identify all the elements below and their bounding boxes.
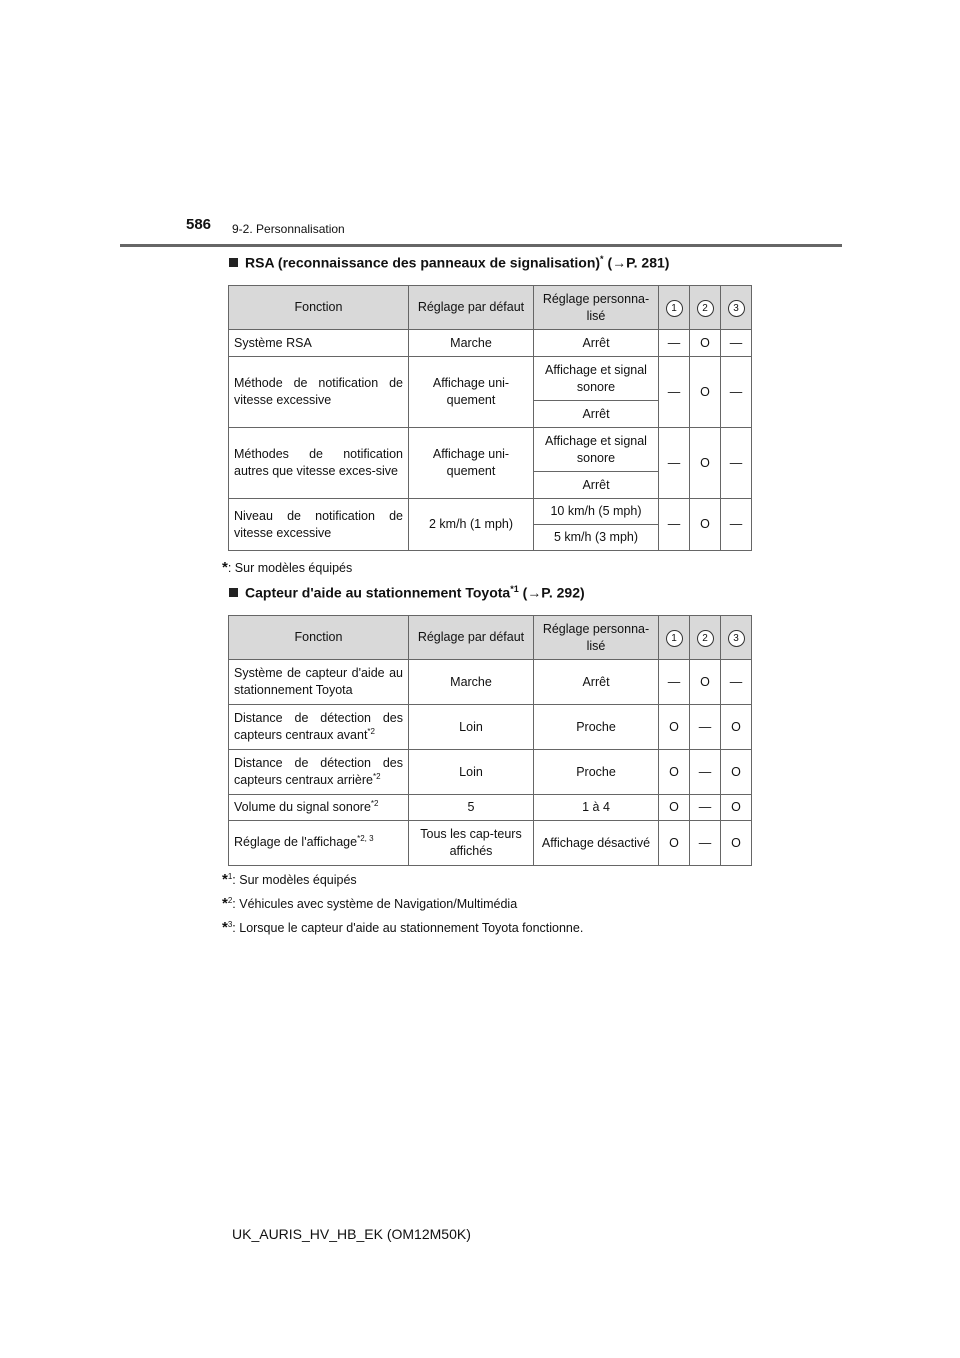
custom-cell: Affichage désactivé bbox=[534, 821, 659, 866]
mark-cell-1: — bbox=[659, 330, 690, 357]
function-cell: Méthodes de notification autres que vitesse exces-sive bbox=[229, 428, 409, 499]
table-row bbox=[229, 750, 752, 795]
mark-cell-3: — bbox=[721, 357, 752, 428]
circle-1-icon: 1 bbox=[666, 630, 683, 647]
default-cell: Marche bbox=[409, 660, 534, 705]
footnote-mark: * bbox=[222, 895, 228, 912]
col-custom: Réglage personna-lisé bbox=[534, 286, 659, 330]
circle-2-icon: 2 bbox=[697, 630, 714, 647]
circle-3-icon: 3 bbox=[728, 300, 745, 317]
footnote-text: : Sur modèles équipés bbox=[232, 873, 357, 887]
footnote-mark: * bbox=[222, 919, 228, 936]
col-2 bbox=[690, 616, 721, 660]
footer-code: UK_AURIS_HV_HB_EK (OM12M50K) bbox=[232, 1226, 471, 1242]
default-cell: Affichage uni-quement bbox=[409, 357, 534, 428]
custom-cell: Affichage et signal sonore bbox=[534, 428, 659, 472]
footnote-mark: * bbox=[222, 559, 228, 576]
col-custom: Réglage personna-lisé bbox=[534, 616, 659, 660]
col-function: Fonction bbox=[229, 286, 409, 330]
footnote-mark: * bbox=[222, 871, 228, 888]
rsa-heading bbox=[229, 254, 669, 271]
parking-settings-table bbox=[228, 615, 752, 866]
default-cell: 5 bbox=[409, 795, 534, 821]
table-row bbox=[229, 660, 752, 705]
mark-cell-2: — bbox=[690, 750, 721, 795]
function-cell: Volume du signal sonore$^{*2}$ bbox=[229, 795, 409, 821]
mark-cell-3: O bbox=[721, 821, 752, 866]
custom-cell: Proche bbox=[534, 750, 659, 795]
table-row bbox=[229, 330, 752, 357]
mark-cell-1: O bbox=[659, 750, 690, 795]
col-3 bbox=[721, 286, 752, 330]
section-header: 9-2. Personnalisation bbox=[232, 222, 345, 236]
square-bullet-icon bbox=[229, 258, 238, 267]
col-1 bbox=[659, 286, 690, 330]
default-cell: Loin bbox=[409, 705, 534, 750]
mark-cell-3: O bbox=[721, 705, 752, 750]
table-row bbox=[229, 821, 752, 866]
footnote-text: : Véhicules avec système de Navigation/Multimédia bbox=[232, 897, 518, 911]
square-bullet-icon bbox=[229, 588, 238, 597]
table-row bbox=[229, 705, 752, 750]
custom-cell: 5 km/h (3 mph) bbox=[534, 525, 659, 551]
function-cell: Niveau de notification de vitesse excessive bbox=[229, 499, 409, 551]
function-cell: Distance de détection des capteurs centraux avant$^{*2}$ bbox=[229, 705, 409, 750]
col-1 bbox=[659, 616, 690, 660]
parking-footnote-3 bbox=[222, 919, 583, 936]
mark-cell-1: O bbox=[659, 821, 690, 866]
default-cell: Marche bbox=[409, 330, 534, 357]
footnote-sup: 3 bbox=[227, 919, 233, 929]
header-rule bbox=[120, 244, 842, 247]
custom-cell: Proche bbox=[534, 705, 659, 750]
heading-sup: *1 bbox=[510, 584, 519, 594]
col-2 bbox=[690, 286, 721, 330]
default-cell: 2 km/h (1 mph) bbox=[409, 499, 534, 551]
parking-footnote-2 bbox=[222, 895, 517, 912]
parking-page-ref: (→P. 292) bbox=[522, 584, 585, 601]
mark-cell-1: — bbox=[659, 428, 690, 499]
mark-cell-2: O bbox=[690, 357, 721, 428]
default-cell: Loin bbox=[409, 750, 534, 795]
table-row bbox=[229, 499, 752, 525]
footnote-text: : Sur modèles équipés bbox=[227, 561, 353, 575]
mark-cell-1: O bbox=[659, 705, 690, 750]
footnote-text: : Lorsque le capteur d'aide au stationnement Toyota fonctionne. bbox=[232, 921, 584, 935]
custom-cell: Arrêt bbox=[534, 330, 659, 357]
table-row bbox=[229, 428, 752, 472]
col-3 bbox=[721, 616, 752, 660]
default-cell: Tous les cap-teurs affichés bbox=[409, 821, 534, 866]
col-default: Réglage par défaut bbox=[409, 616, 534, 660]
custom-cell: Arrêt bbox=[534, 660, 659, 705]
mark-cell-2: O bbox=[690, 428, 721, 499]
table-row bbox=[229, 795, 752, 821]
default-cell: Affichage uni-quement bbox=[409, 428, 534, 499]
custom-cell: Arrêt bbox=[534, 472, 659, 499]
col-default: Réglage par défaut bbox=[409, 286, 534, 330]
custom-cell: 1 à 4 bbox=[534, 795, 659, 821]
rsa-heading-text: RSA (reconnaissance des panneaux de signalisation) bbox=[245, 254, 601, 271]
mark-cell-3: — bbox=[721, 660, 752, 705]
mark-cell-1: — bbox=[659, 357, 690, 428]
rsa-footnote bbox=[222, 559, 352, 576]
mark-cell-2: O bbox=[690, 499, 721, 551]
custom-cell: Affichage et signal sonore bbox=[534, 357, 659, 401]
mark-cell-3: — bbox=[721, 499, 752, 551]
mark-cell-2: O bbox=[690, 330, 721, 357]
parking-sensor-heading bbox=[229, 584, 585, 601]
function-cell: Méthode de notification de vitesse excessive bbox=[229, 357, 409, 428]
function-cell: Réglage de l'affichage$^{*2, 3}$ bbox=[229, 821, 409, 866]
table-row bbox=[229, 357, 752, 401]
mark-cell-2: O bbox=[690, 660, 721, 705]
circle-2-icon: 2 bbox=[697, 300, 714, 317]
mark-cell-3: — bbox=[721, 428, 752, 499]
mark-cell-3: O bbox=[721, 750, 752, 795]
custom-cell: Arrêt bbox=[534, 401, 659, 428]
footnote-sup: 1 bbox=[227, 871, 233, 881]
mark-cell-3: — bbox=[721, 330, 752, 357]
function-cell: Distance de détection des capteurs centraux arrière$^{*2}$ bbox=[229, 750, 409, 795]
col-function: Fonction bbox=[229, 616, 409, 660]
mark-cell-2: — bbox=[690, 705, 721, 750]
rsa-settings-table bbox=[228, 285, 752, 551]
heading-star: * bbox=[600, 254, 604, 264]
mark-cell-2: — bbox=[690, 821, 721, 866]
circle-3-icon: 3 bbox=[728, 630, 745, 647]
footnote-sup: 2 bbox=[227, 895, 233, 905]
custom-cell: 10 km/h (5 mph) bbox=[534, 499, 659, 525]
parking-heading-text: Capteur d'aide au stationnement Toyota bbox=[245, 584, 511, 601]
function-cell: Système de capteur d'aide au stationnement Toyota bbox=[229, 660, 409, 705]
parking-footnote-1 bbox=[222, 871, 357, 888]
function-cell: Système RSA bbox=[229, 330, 409, 357]
mark-cell-1: O bbox=[659, 795, 690, 821]
mark-cell-3: O bbox=[721, 795, 752, 821]
mark-cell-2: — bbox=[690, 795, 721, 821]
page-number: 586 bbox=[186, 216, 212, 233]
circle-1-icon: 1 bbox=[666, 300, 683, 317]
mark-cell-1: — bbox=[659, 499, 690, 551]
rsa-page-ref: (→P. 281) bbox=[607, 254, 670, 271]
mark-cell-1: — bbox=[659, 660, 690, 705]
